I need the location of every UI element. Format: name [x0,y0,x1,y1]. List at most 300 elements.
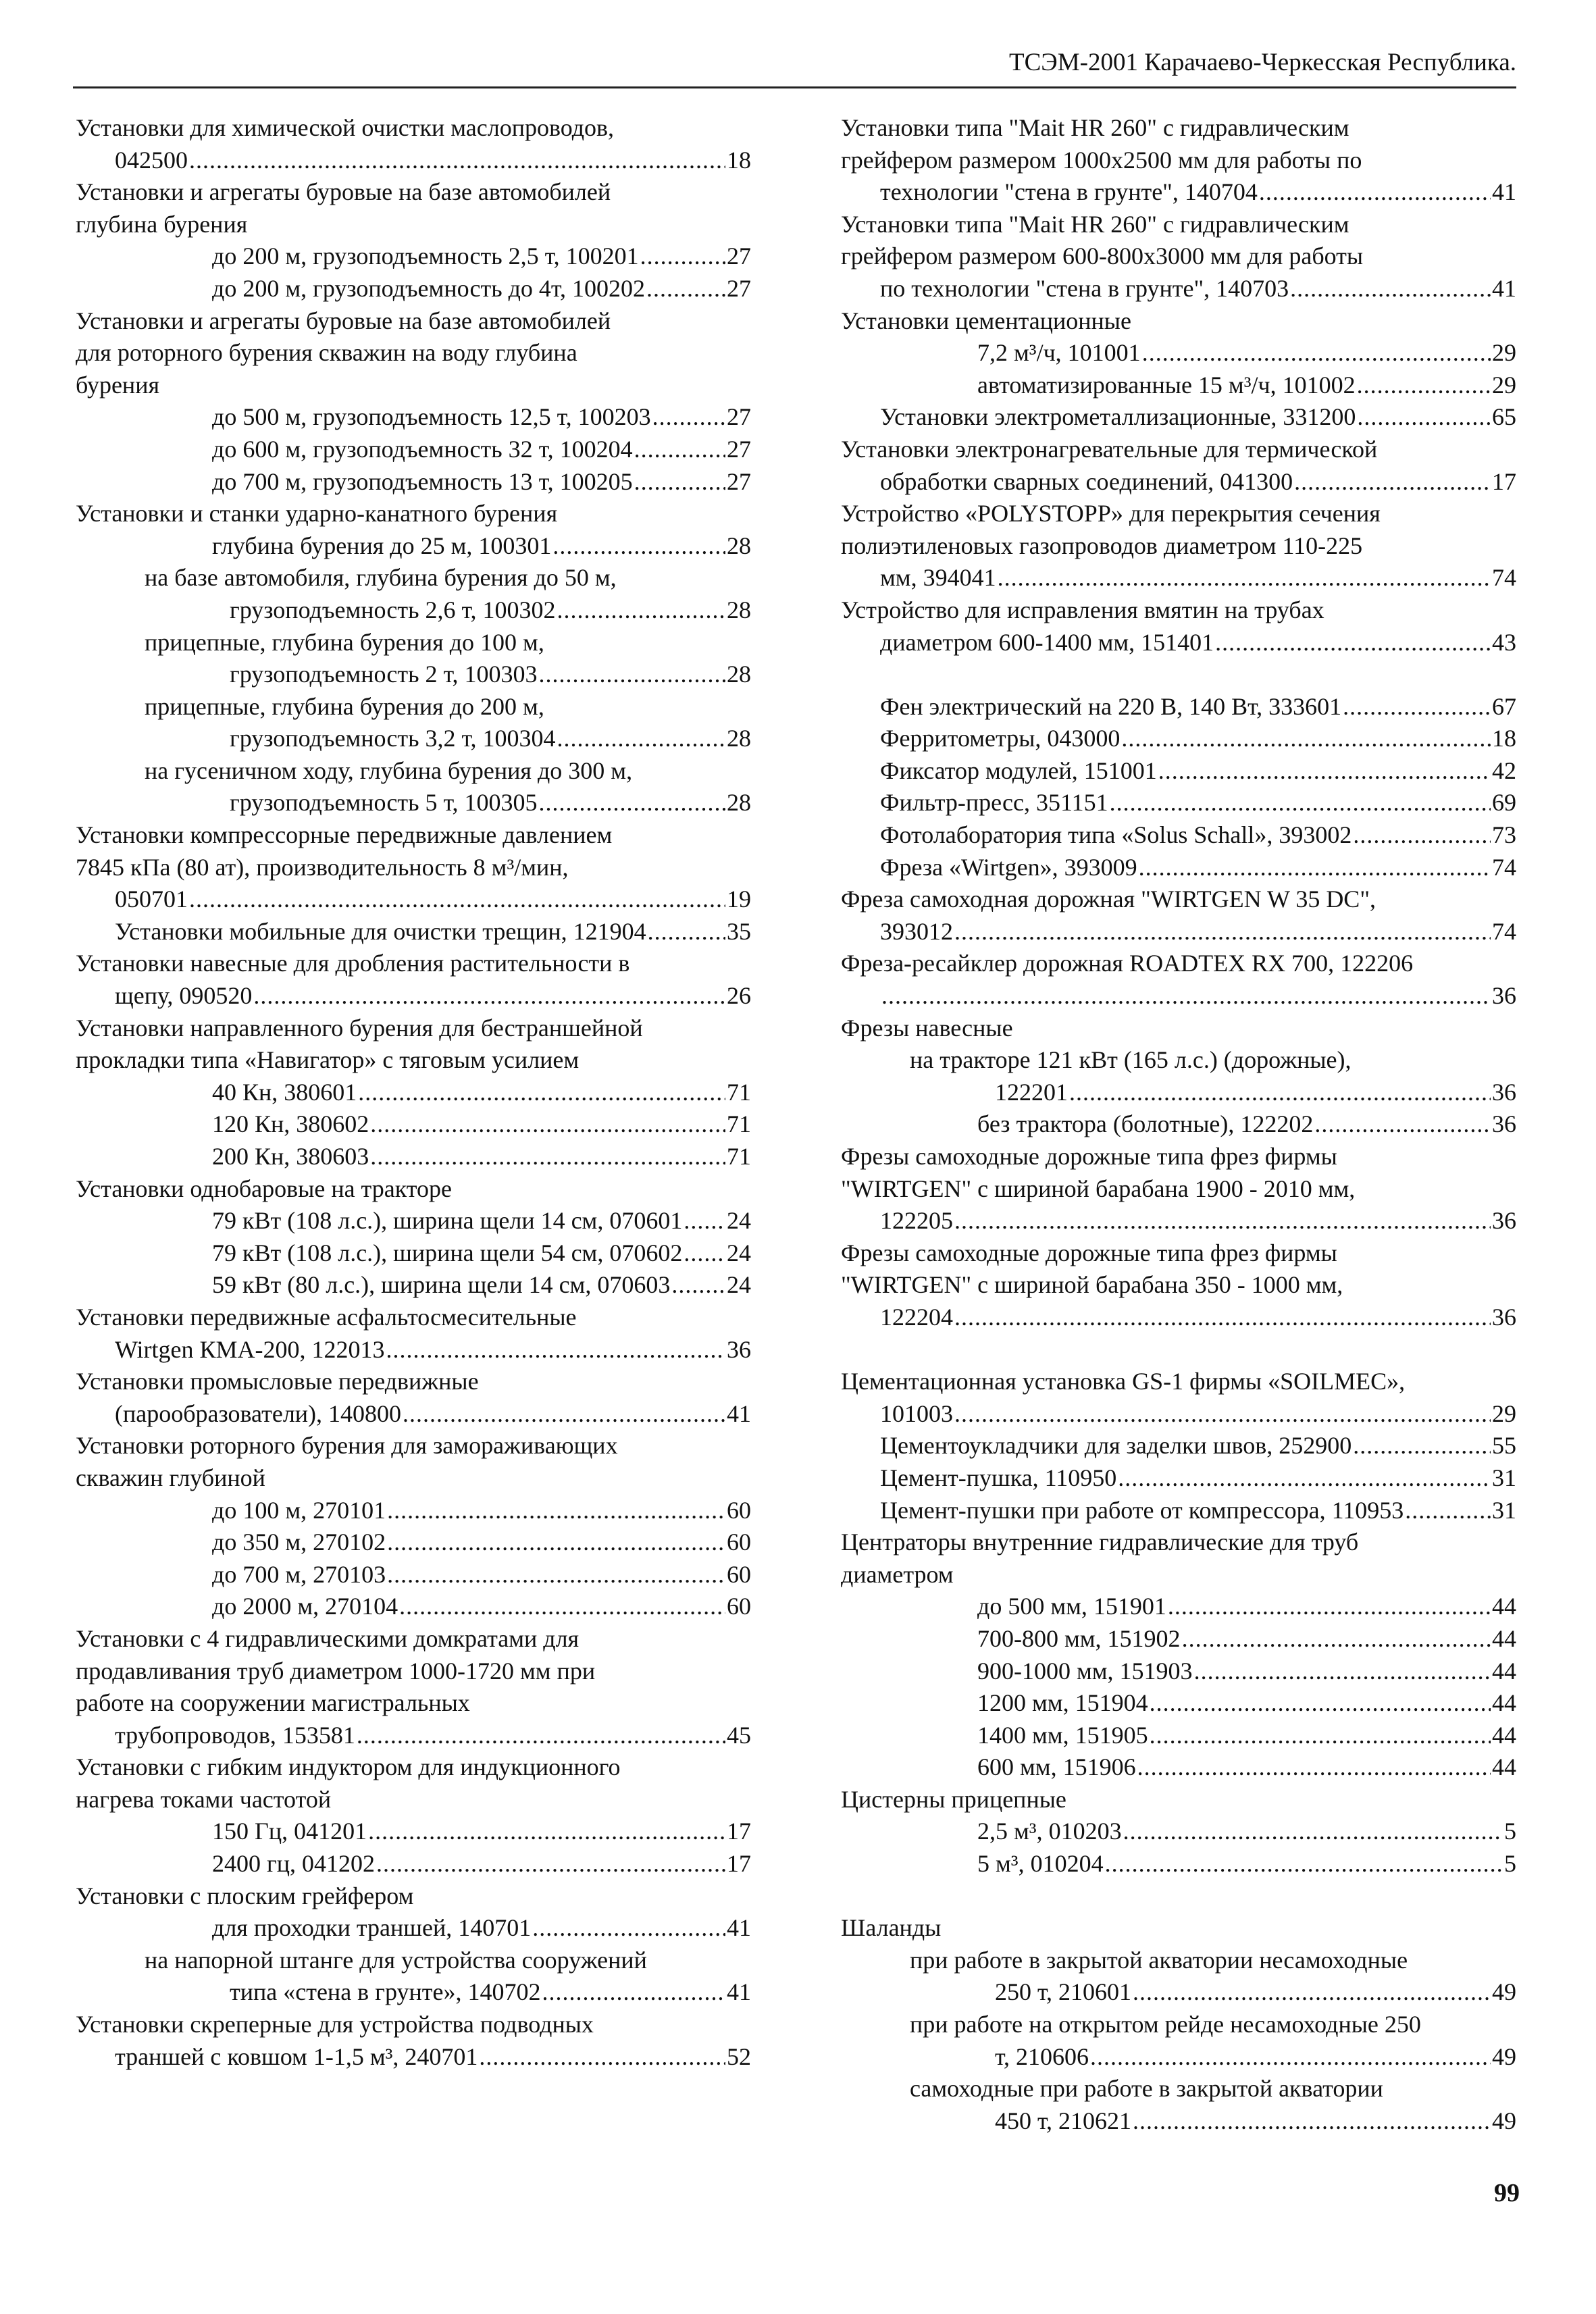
index-entry-text: 1400 мм, 151905 [977,1721,1148,1749]
index-page-ref: 41 [727,1978,751,2006]
index-entry-text: 700-800 мм, 151902 [977,1624,1181,1652]
dot-leader [1090,2041,1491,2074]
index-line [76,1237,751,1270]
index-line: Установки направленного бурения для бестраншейной [76,1014,643,1042]
dot-leader [189,883,725,916]
index-line [841,980,1516,1012]
dot-leader [671,1269,725,1302]
index-column-left [76,112,751,2073]
index-line [76,1720,751,1752]
dot-leader [1168,1591,1491,1623]
index-page-ref: 67 [1492,692,1516,720]
index-entry-text: т, 210606 [995,2042,1089,2070]
dot-leader [399,1591,725,1623]
index-line: Установки роторного бурения для замораживающих [76,1432,618,1460]
index-line [76,980,751,1012]
index-entry-text: 122205 [880,1207,953,1235]
dot-leader [386,1334,725,1366]
dot-leader [1194,1655,1491,1688]
index-line: Фрезы самоходные дорожные типа фрез фирмы [841,1143,1337,1170]
dot-leader [403,1398,725,1431]
dot-leader [954,1302,1491,1334]
dot-leader [1215,627,1491,659]
index-line [841,1205,1516,1237]
dot-leader [1294,466,1491,498]
index-entry-text: 042500 [115,146,188,174]
index-entry-text: 2,5 м³, 010203 [977,1818,1122,1845]
index-line: на базе автомобиля, глубина бурения до 50 м, [145,564,617,592]
index-line: Установки с 4 гидравлическими домкратами для [76,1624,580,1652]
index-page-ref: 18 [1492,725,1516,752]
index-page-ref: 29 [1492,1399,1516,1427]
index-line [841,1848,1516,1880]
index-line [841,755,1516,788]
index-line: Фреза самоходная дорожная "WIRTGEN W 35 DC", [841,885,1376,913]
index-entry-text: без трактора (болотные), 122202 [977,1110,1314,1138]
index-page-ref: 31 [1492,1496,1516,1524]
dot-leader [998,562,1491,594]
index-page-ref: 27 [727,403,751,431]
index-line [76,1495,751,1527]
index-line: Установки однобаровые на тракторе [76,1175,452,1202]
index-line [841,1398,1516,1431]
dot-leader [1133,2105,1491,2138]
index-page-ref: 35 [727,917,751,945]
index-page-ref: 28 [727,789,751,817]
index-line [841,1720,1516,1752]
index-entry-text: 450 т, 210621 [995,2107,1132,2134]
index-line: грейфером размером 1000x2500 мм для работы по [841,146,1362,174]
index-line: Установки цементационные [841,307,1131,334]
index-page-ref: 24 [727,1207,751,1235]
index-page-ref: 65 [1492,403,1516,431]
dot-leader [387,1526,725,1559]
index-line: продавливания труб диаметром 1000-1720 мм при [76,1657,596,1685]
index-page-ref: 27 [727,242,751,270]
index-line [76,883,751,916]
index-line: Фреза-ресайклер дорожная ROADTEX RX 700, 122206 [841,950,1414,977]
index-entry-text: 59 кВт (80 л.с.), ширина щели 14 см, 070603 [212,1271,671,1299]
index-line: на напорной штанге для устройства сооружений [145,1946,647,1974]
index-entry-text: до 700 м, грузоподъемность 13 т, 100205 [212,467,633,495]
index-entry-text: до 600 м, грузоподъемность 32 т, 100204 [212,435,633,463]
dot-leader [1357,401,1491,434]
index-line [841,1302,1516,1334]
index-entry-text: 393012 [880,917,953,945]
index-line [76,434,751,466]
index-entry-text: 79 кВт (108 л.с.), ширина щели 54 см, 070602 [212,1239,683,1266]
index-line: Установки типа "Mait HR 260" с гидравлическим [841,210,1349,238]
index-entry-text: Установки мобильные для очистки трещин, 121904 [115,917,646,945]
index-line: Устройство для исправления вмятин на трубах [841,596,1324,623]
index-line [841,1077,1516,1109]
index-line: диаметром [841,1560,954,1588]
index-entry-text: Установки электрометаллизационные, 331200 [880,403,1356,431]
index-page-ref: 49 [1492,2107,1516,2134]
index-entry-text: Фреза «Wirtgen», 393009 [880,853,1137,881]
index-line: Установки и агрегаты буровые на базе автомобилей [76,178,611,206]
index-line [76,145,751,177]
index-entry-text: 122204 [880,1303,953,1331]
dot-leader [1353,819,1491,852]
index-page-ref: 17 [1492,467,1516,495]
index-page-ref: 28 [727,661,751,688]
index-line [841,2041,1516,2074]
index-line: на тракторе 121 кВт (165 л.с.) (дорожные), [910,1046,1352,1074]
index-page-ref: 5 [1504,1850,1516,1878]
dot-leader [189,145,725,177]
index-entry-text: 101003 [880,1399,953,1427]
dot-leader [1110,787,1491,819]
index-entry-text: 200 Кн, 380603 [212,1143,369,1170]
index-line [841,819,1516,852]
index-line: 7845 кПа (80 ат), производительность 8 м³/мин, [76,853,569,881]
header-rule [73,86,1516,88]
index-entry-text: технологии "стена в грунте", 140704 [880,178,1258,206]
index-line: полиэтиленовых газопроводов диаметром 110-225 [841,532,1363,559]
index-page-ref: 24 [727,1271,751,1299]
dot-leader [1405,1495,1491,1527]
index-line: Установки с плоским грейфером [76,1882,414,1909]
index-entry-text: 900-1000 мм, 151903 [977,1657,1193,1685]
index-entry-text: грузоподъемность 2,6 т, 100302 [230,596,556,623]
index-line [841,176,1516,209]
index-entry-text: грузоподъемность 5 т, 100305 [230,789,538,817]
dot-leader [368,1816,725,1848]
index-line [76,1077,751,1109]
index-line: Установки навесные для дробления растительности в [76,950,630,977]
dot-leader [557,594,725,627]
index-line [76,787,751,819]
index-entry-text: 150 Гц, 041201 [212,1818,367,1845]
dot-leader [1357,369,1491,402]
index-line [76,1816,751,1848]
index-entry-text: до 200 м, грузоподъемность 2,5 т, 100201 [212,242,639,270]
index-page-ref: 74 [1492,564,1516,592]
dot-leader [634,466,725,498]
dot-leader [1158,755,1491,788]
index-line: Установки электронагревательные для термической [841,435,1378,463]
dot-leader [370,1108,725,1141]
dot-leader [1105,1848,1503,1880]
index-entry-text: Цемент-пушки при работе от компрессора, 110953 [880,1496,1404,1524]
index-line [841,1751,1516,1784]
index-page-ref: 74 [1492,917,1516,945]
page-number: 99 [1494,2179,1520,2207]
index-line: на гусеничном ходу, глубина бурения до 300 м, [145,756,633,784]
index-line [76,1848,751,1880]
index-line [841,1462,1516,1495]
index-page-ref: 71 [727,1078,751,1106]
index-line: Центраторы внутренние гидравлические для труб [841,1528,1359,1556]
index-line [76,1591,751,1623]
index-entry-text: 2400 гц, 041202 [212,1850,376,1878]
index-page-ref: 73 [1492,821,1516,849]
index-page-ref: 29 [1492,371,1516,398]
dot-leader [387,1559,725,1591]
dot-leader [1142,337,1491,369]
index-line [76,1269,751,1302]
index-line [76,273,751,305]
index-page-ref: 55 [1492,1432,1516,1460]
index-page-ref: 60 [727,1496,751,1524]
dot-leader [1137,1751,1491,1784]
index-entry-text: обработки сварных соединений, 041300 [880,467,1293,495]
dot-leader [542,1976,725,2009]
index-line: работе на сооружении магистральных [76,1689,470,1717]
dot-leader [646,273,725,305]
index-page-ref: 41 [1492,178,1516,206]
index-page-ref: 31 [1492,1464,1516,1491]
index-line: глубина бурения [76,210,248,238]
dot-leader [1290,273,1491,305]
index-line [841,369,1516,402]
index-entry-text: до 350 м, 270102 [212,1528,386,1556]
index-entry-text: щепу, 090520 [115,982,253,1010]
index-entry-text: грузоподъемность 3,2 т, 100304 [230,725,556,752]
index-page-ref: 42 [1492,756,1516,784]
dot-leader [881,980,1491,1012]
index-page-ref: 71 [727,1110,751,1138]
dot-leader [370,1141,725,1173]
dot-leader [1121,723,1491,755]
index-line: Устройство «POLYSTOPP» для перекрытия сечения [841,500,1381,528]
index-page-ref: 27 [727,435,751,463]
index-line: Шаланды [841,1914,942,1942]
index-entry-text: Цемент-пушка, 110950 [880,1464,1117,1491]
index-page-ref: 43 [1492,628,1516,656]
index-page-ref: 28 [727,596,751,623]
index-entry-text: грузоподъемность 2 т, 100303 [230,661,538,688]
index-entry-text: 050701 [115,885,188,913]
dot-leader [684,1237,725,1270]
index-line [841,852,1516,884]
index-entry-text: Фильтр-пресс, 351151 [880,789,1108,817]
dot-leader [539,659,725,691]
dot-leader [1150,1687,1491,1720]
index-entry-text: мм, 394041 [880,564,996,592]
index-line: Установки скреперные для устройства подводных [76,2011,594,2038]
index-line [76,659,751,691]
index-entry-text: по технологии "стена в грунте", 140703 [880,274,1289,302]
index-line: Установки промысловые передвижные [76,1368,479,1395]
index-page-ref: 27 [727,274,751,302]
index-entry-text: автоматизированные 15 м³/ч, 101002 [977,371,1356,398]
index-line: бурения [76,371,160,398]
index-page-ref: 28 [727,725,751,752]
index-page-ref: 44 [1492,1624,1516,1652]
index-line: прокладки типа «Навигатор» с тяговым усилием [76,1046,580,1074]
index-line: Установки с гибким индуктором для индукционного [76,1753,621,1781]
index-line [76,401,751,434]
index-line: для роторного бурения скважин на воду глубина [76,339,577,367]
dot-leader [1118,1462,1491,1495]
index-line: Фрезы самоходные дорожные типа фрез фирмы [841,1239,1337,1266]
index-line: Установки компрессорные передвижные давлением [76,821,613,849]
index-entry-text: до 100 м, 270101 [212,1496,386,1524]
dot-leader [648,916,725,948]
index-entry-text: 122201 [995,1078,1068,1106]
dot-leader [954,1398,1491,1431]
index-entry-text: трубопроводов, 153581 [115,1721,355,1749]
index-page-ref: 49 [1492,1978,1516,2006]
index-entry-text: до 700 м, 270103 [212,1560,386,1588]
index-line [841,627,1516,659]
index-line [76,1912,751,1945]
dot-leader [387,1495,725,1527]
index-page-ref: 26 [727,982,751,1010]
index-line [841,562,1516,594]
index-entry-text: Фотолаборатория типа «Solus Schall», 393002 [880,821,1352,849]
index-line [841,401,1516,434]
index-line [841,916,1516,948]
index-line [76,2041,751,2074]
index-page-ref: 29 [1492,339,1516,367]
index-line [76,594,751,627]
dot-leader [1150,1720,1491,1752]
index-page-ref: 17 [727,1850,751,1878]
index-line [841,1108,1516,1141]
index-entry-text: Ферритометры, 043000 [880,725,1121,752]
index-page-ref: 44 [1492,1657,1516,1685]
index-entry-text: Фен электрический на 220 В, 140 Вт, 333601 [880,692,1342,720]
index-line: скважин глубиной [76,1464,265,1491]
index-page-ref: 28 [727,532,751,559]
index-line [841,1430,1516,1462]
index-line [841,337,1516,369]
index-page-ref: 36 [1492,1303,1516,1331]
dot-leader [1259,176,1491,209]
index-page-ref: 52 [727,2042,751,2070]
index-line [76,240,751,273]
index-entry-text: 120 Кн, 380602 [212,1110,369,1138]
index-line: самоходные при работе в закрытой акватории [910,2075,1383,2103]
index-entry-text: Цементоукладчики для заделки швов, 252900 [880,1432,1352,1460]
index-line: "WIRTGEN" с шириной барабана 350 - 1000 мм, [841,1271,1343,1299]
dot-leader [532,1912,725,1945]
index-entry-text: траншей с ковшом 1-1,5 м³, 240701 [115,2042,478,2070]
index-page-ref: 71 [727,1143,751,1170]
index-entry-text: для проходки траншей, 140701 [212,1914,532,1942]
index-line [76,466,751,498]
index-entry-text: 5 м³, 010204 [977,1850,1104,1878]
dot-leader [539,787,725,819]
dot-leader [954,916,1491,948]
index-entry-text: до 200 м, грузоподъемность до 4т, 100202 [212,274,645,302]
dot-leader [357,1720,725,1752]
index-page-ref: 60 [727,1593,751,1620]
index-page-ref: 44 [1492,1689,1516,1717]
index-line: при работе на открытом рейде несамоходные 250 [910,2011,1421,2038]
index-entry-text: Wirtgen КМА-200, 122013 [115,1335,385,1363]
dot-leader [954,1205,1491,1237]
section-gap [841,1880,1516,1913]
index-line: Установки и агрегаты буровые на базе автомобилей [76,307,611,334]
dot-leader [557,723,725,755]
index-line: Установки передвижные асфальтосмесительные [76,1303,577,1331]
index-page-ref: 44 [1492,1753,1516,1781]
index-entry-text: 1200 мм, 151904 [977,1689,1148,1717]
dot-leader [552,530,725,563]
dot-leader [652,401,725,434]
index-line [841,1816,1516,1848]
index-page-ref: 18 [727,146,751,174]
index-page-ref: 41 [727,1399,751,1427]
dot-leader [1133,1976,1491,2009]
index-entry-text: диаметром 600-1400 мм, 151401 [880,628,1214,656]
dot-leader [1343,691,1491,723]
section-gap [841,659,1516,691]
index-line [76,916,751,948]
running-header: ТСЭМ-2001 Карачаево-Черкесская Республика. [1009,49,1516,76]
index-entry-text: (парообразователи), 140800 [115,1399,402,1427]
index-line: Фрезы навесные [841,1014,1013,1042]
index-page-ref: 36 [727,1335,751,1363]
dot-leader [640,240,725,273]
index-line [76,1205,751,1237]
dot-leader [1314,1108,1491,1141]
index-page-ref: 41 [727,1914,751,1942]
index-page-ref: 49 [1492,2042,1516,2070]
index-page-ref: 36 [1492,1207,1516,1235]
index-entry-text: до 500 м, грузоподъемность 12,5 т, 100203 [212,403,651,431]
index-line [841,1976,1516,2009]
index-line: при работе в закрытой акватории несамоходные [910,1946,1408,1974]
index-line [841,1655,1516,1688]
index-entry-text: 7,2 м³/ч, 101001 [977,339,1141,367]
index-page-ref: 74 [1492,853,1516,881]
index-page-ref: 5 [1504,1818,1516,1845]
index-page-ref: 60 [727,1528,751,1556]
index-line [76,1526,751,1559]
index-line [841,2105,1516,2138]
index-line [76,1108,751,1141]
index-page-ref: 36 [1492,1078,1516,1106]
index-line: нагрева токами частотой [76,1785,332,1813]
index-line: "WIRTGEN" с шириной барабана 1900 - 2010 мм, [841,1175,1356,1202]
dot-leader [1069,1077,1491,1109]
index-line [841,1687,1516,1720]
dot-leader [1123,1816,1503,1848]
index-line [76,1976,751,2009]
index-page-ref: 44 [1492,1593,1516,1620]
index-page-ref: 60 [727,1560,751,1588]
index-page-ref: 41 [1492,274,1516,302]
dot-leader [634,434,725,466]
index-entry-text: до 500 мм, 151901 [977,1593,1166,1620]
index-line [76,723,751,755]
section-gap [841,1334,1516,1366]
index-line [76,1559,751,1591]
index-page-ref: 36 [1492,982,1516,1010]
index-page-ref: 27 [727,467,751,495]
index-line: прицепные, глубина бурения до 200 м, [145,692,544,720]
index-page-ref: 19 [727,885,751,913]
index-page-ref: 24 [727,1239,751,1266]
index-line [76,530,751,563]
index-entry-text: до 2000 м, 270104 [212,1593,398,1620]
index-line: Цементационная установка GS-1 фирмы «SOILMEC», [841,1368,1406,1395]
index-page-ref: 45 [727,1721,751,1749]
dot-leader [684,1205,725,1237]
dot-leader [253,980,725,1012]
index-page-ref: 69 [1492,789,1516,817]
dot-leader [479,2041,725,2074]
index-line: грейфером размером 600-800x3000 мм для работы [841,242,1364,270]
index-line [841,723,1516,755]
index-line: Установки типа "Mait HR 260" с гидравлическим [841,114,1349,141]
index-line [76,1334,751,1366]
